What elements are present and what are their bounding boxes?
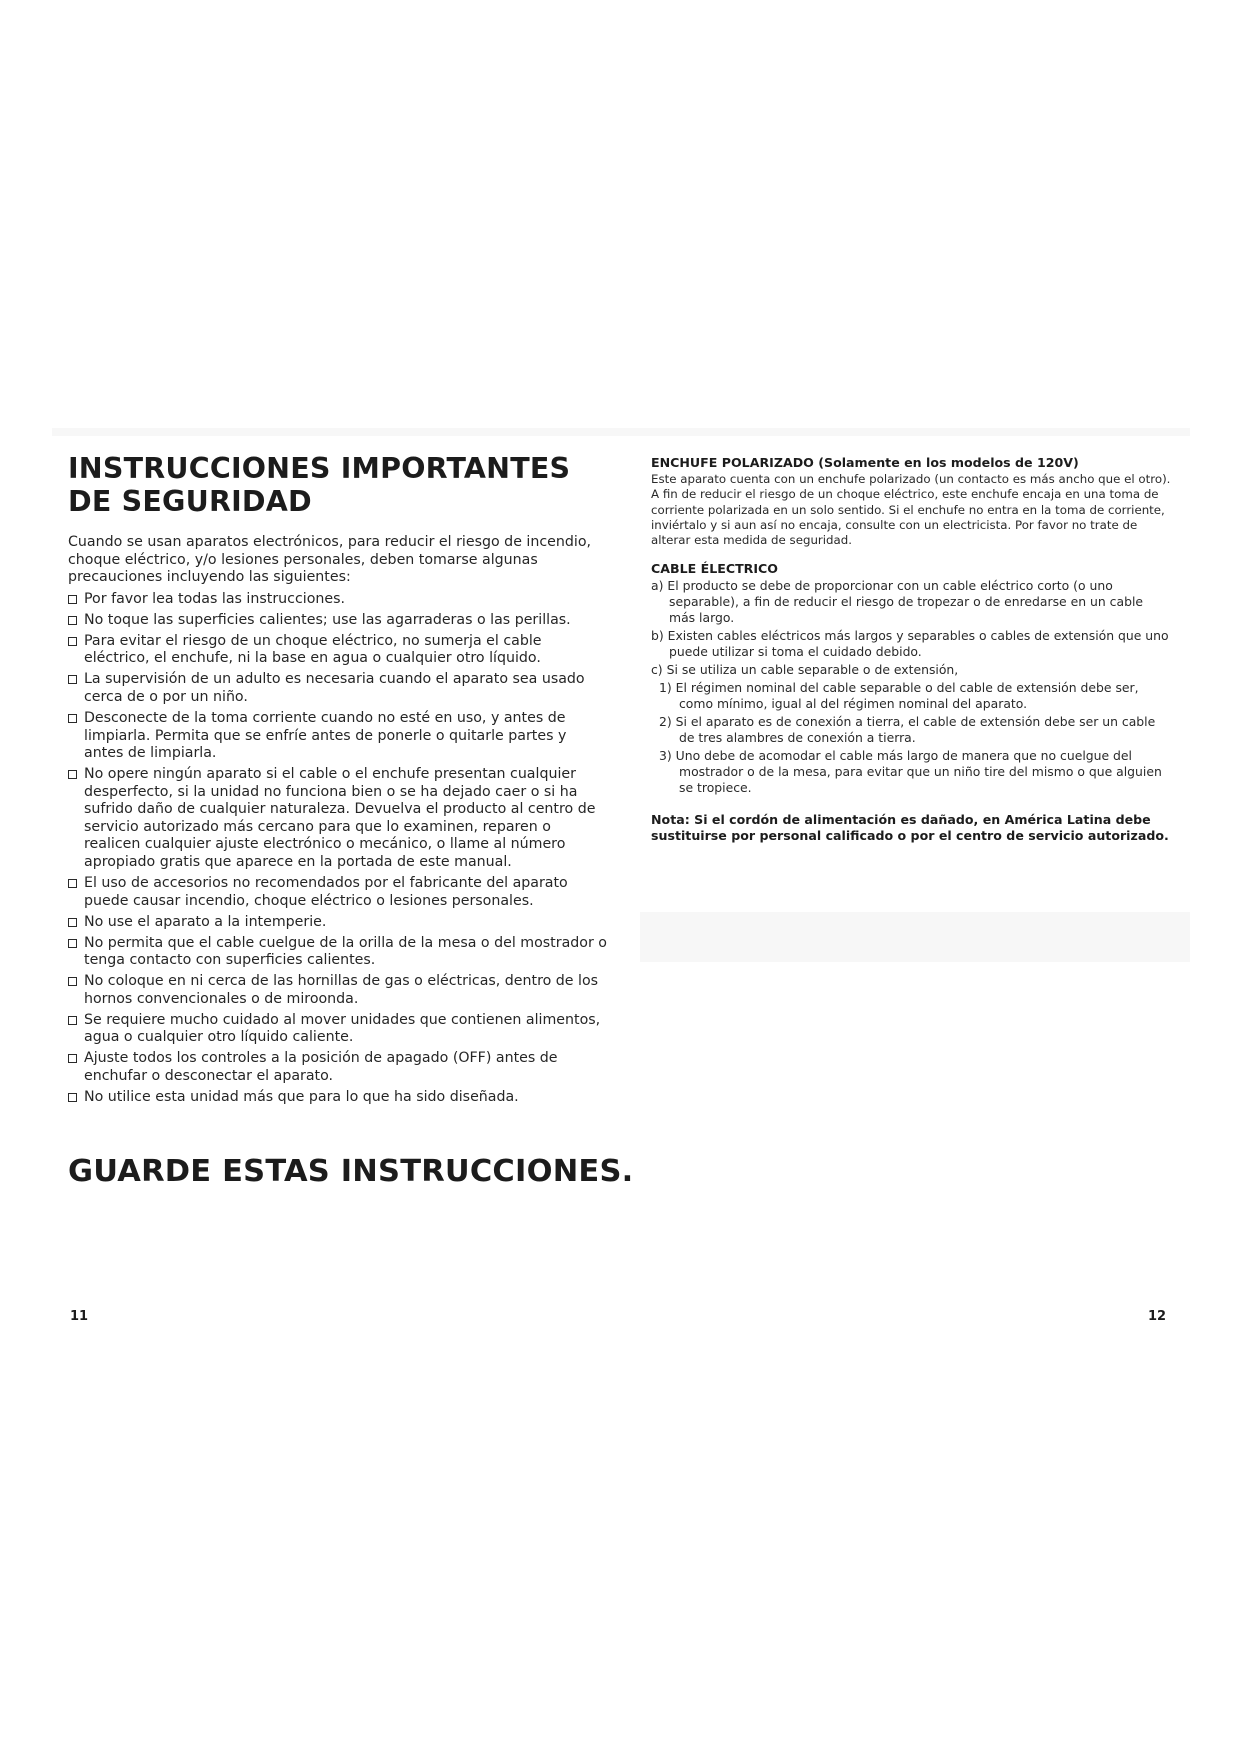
list-item <box>68 612 608 630</box>
list-item-text: Desconecte de la toma corriente cuando no esté en uso, y antes de limpiarla. Permita que se enfríe antes de ponerle o quitarle partes y antes de limpiarla. <box>84 709 567 762</box>
page-number-right: 12 <box>1148 1309 1167 1324</box>
checkbox-icon <box>68 1093 77 1102</box>
list-item-text: Se requiere mucho cuidado al mover unidades que contienen alimentos, agua o cualquier otro líquido caliente. <box>84 1011 601 1046</box>
page-title: INSTRUCCIONES IMPORTANTES DE SEGURIDAD <box>68 452 571 518</box>
page-number-left: 11 <box>70 1309 89 1324</box>
checkbox-icon <box>68 595 77 604</box>
list-item <box>68 973 608 1008</box>
closing-heading: GUARDE ESTAS INSTRUCCIONES. <box>68 1154 634 1189</box>
checkbox-icon <box>68 714 77 723</box>
list-item <box>68 914 608 932</box>
checkbox-icon <box>68 939 77 948</box>
checkbox-icon <box>68 879 77 888</box>
checkbox-icon <box>68 977 77 986</box>
cord-subitem: 1) El régimen nominal del cable separable o del cable de extensión debe ser, como mínimo, igual al del régimen nominal del aparato. <box>659 680 1139 712</box>
list-item <box>68 591 608 609</box>
polarized-plug-heading: ENCHUFE POLARIZADO (Solamente en los modelos de 120V) <box>651 455 1079 470</box>
cord-subitem: 3) Uno debe de acomodar el cable más largo de manera que no cuelgue del mostrador o de la mesa, para evitar que un niño tire del mismo o que alguien se tropiece. <box>659 748 1162 796</box>
cord-subitem: 2) Si el aparato es de conexión a tierra, el cable de extensión debe ser un cable de tres alambres de conexión a tierra. <box>659 714 1156 746</box>
list-item-text: No utilice esta unidad más que para lo que ha sido diseñada. <box>84 1088 519 1105</box>
list-item-text: El uso de accesorios no recomendados por el fabricante del aparato puede causar incendio, choque eléctrico o lesiones personales. <box>84 875 568 909</box>
list-item-text: Por favor lea todas las instrucciones. <box>84 590 345 607</box>
intro-paragraph: Cuando se usan aparatos electrónicos, para reducir el riesgo de incendio, choque eléctrico, y/o lesiones personales, deben tomarse algunas precauciones incluyendo las siguientes: <box>68 534 592 586</box>
list-item-text: La supervisión de un adulto es necesaria cuando el aparato sea usado cerca de o por un niño. <box>84 671 585 705</box>
list-item <box>68 766 608 872</box>
power-cord-heading: CABLE ÉLECTRICO <box>651 561 778 577</box>
checkbox-icon <box>68 675 77 684</box>
list-item <box>68 671 608 706</box>
polarized-plug-text: Este aparato cuenta con un enchufe polarizado (un contacto es más ancho que el otro). A fin de reducir el riesgo de un choque eléctrico, este enchufe encaja en una toma de corriente polarizada en un solo sentido. Si el enchufe no entra en la toma de corriente, inviértalo y si aun así no encaja, consulte con un electricista. Por favor no trate de alterar esta medida de seguridad. <box>651 472 1171 548</box>
service-note: Nota: Si el cordón de alimentación es dañado, en América Latina debe sustituirse por personal calificado o por el centro de servicio autorizado. <box>651 812 1169 844</box>
list-item-text: Para evitar el riesgo de un choque eléctrico, no sumerja el cable eléctrico, el enchufe, ni la base en agua o cualquier otro líquido. <box>84 632 542 667</box>
list-item-text: No opere ningún aparato si el cable o el enchufe presentan cualquier desperfecto, si la unidad no funciona bien o se ha dejado caer o si ha sufrido daño de cualquier naturaleza. Devuelva el producto al centro de servicio autorizado más cercano para que lo examinen, reparen o realicen cualquier ajuste electrónico o mecánico, o llame al número apropiado gratis que aparece en la portada de este manual. <box>84 766 596 871</box>
list-item <box>68 875 608 910</box>
list-item-text: Ajuste todos los controles a la posición de apagado (OFF) antes de enchufar o desconectar el aparato. <box>84 1050 558 1084</box>
checkbox-icon <box>68 616 77 625</box>
list-item <box>68 935 608 970</box>
safety-list <box>68 591 608 1107</box>
list-item <box>68 1050 608 1085</box>
right-page <box>651 455 1171 844</box>
list-item-text: No use el aparato a la intemperie. <box>84 913 327 930</box>
scan-band-right <box>640 912 1190 962</box>
list-item <box>68 633 608 668</box>
cord-item: a) El producto se debe de proporcionar con un cable eléctrico corto (o uno separable), a fin de reducir el riesgo de tropezar o de enredarse en un cable más largo. <box>651 578 1144 626</box>
checkbox-icon <box>68 1016 77 1025</box>
list-item <box>68 1012 608 1047</box>
checkbox-icon <box>68 1054 77 1063</box>
checkbox-icon <box>68 770 77 779</box>
left-page <box>68 452 608 1110</box>
cord-item: c) Si se utiliza un cable separable o de extensión, <box>651 662 959 678</box>
scan-band-top <box>52 428 1190 436</box>
cord-item: b) Existen cables eléctricos más largos y separables o cables de extensión que uno puede utilizar si toma el cuidado debido. <box>651 628 1169 660</box>
list-item <box>68 1089 608 1107</box>
list-item-text: No coloque en ni cerca de las hornillas de gas o eléctricas, dentro de los hornos convencionales o de miroonda. <box>84 973 599 1007</box>
list-item-text: No permita que el cable cuelgue de la orilla de la mesa o del mostrador o tenga contacto con superficies calientes. <box>84 934 607 969</box>
checkbox-icon <box>68 918 77 927</box>
checkbox-icon <box>68 637 77 646</box>
list-item <box>68 710 608 763</box>
list-item-text: No toque las superficies calientes; use las agarraderas o las perillas. <box>84 611 571 628</box>
